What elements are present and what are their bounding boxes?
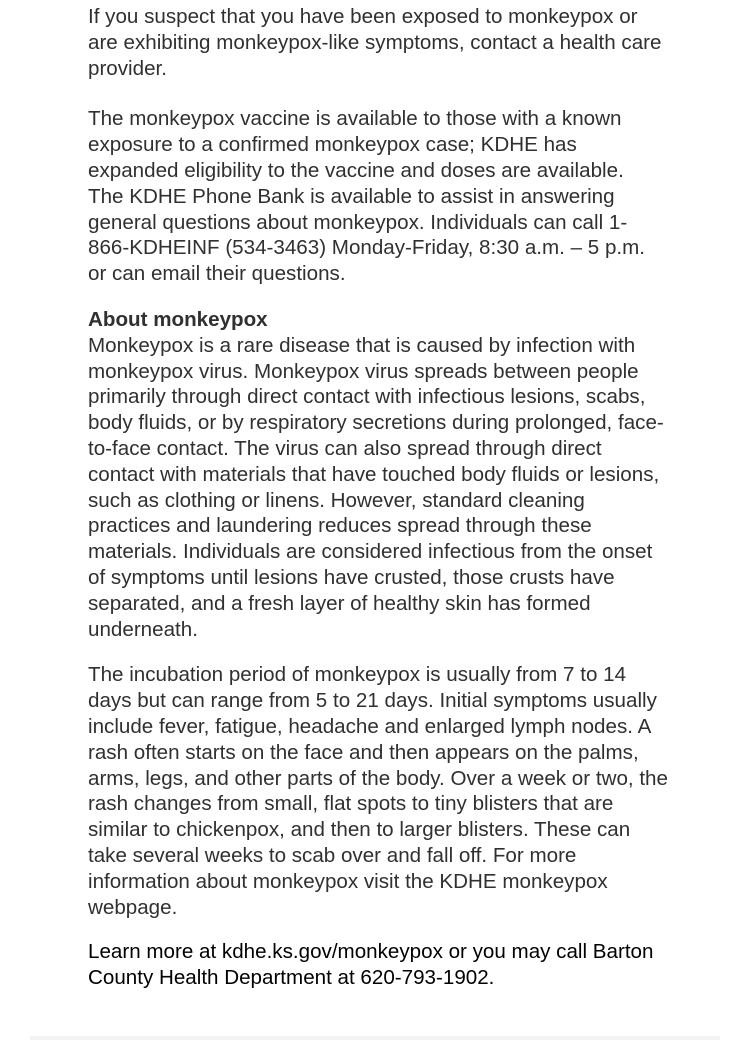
phone-bank-paragraph: The KDHE Phone Bank is available to assist in answering general questions about monkeypox. Individuals can call 1-866-KDHEINF (534-3463) Monday-Friday, 8:30 a.m. – 5 p.m. or can email their questions. [88, 184, 646, 286]
vaccine-paragraph: The monkeypox vaccine is available to those with a known exposure to a confirmed monkeypox case; KDHE has expanded eligibility to the vaccine and doses are available. [88, 107, 624, 182]
bottom-divider [30, 1036, 720, 1040]
exposure-paragraph: If you suspect that you have been exposed to monkeypox or are exhibiting monkeypox-like symptoms, contact a health care provider. [88, 5, 662, 80]
incubation-paragraph: The incubation period of monkeypox is usually from 7 to 14 days but can range from 5 to 21 days. Initial symptoms usually include fever, fatigue, headache and enlarged lymph nodes. A rash often starts on the face and then appears on the palms, arms, legs, and other parts of the body. Over a week or two, the rash changes from small, flat spots to tiny blisters that are similar to chickenpox, and then to larger blisters. These can take several weeks to scab over and fall off. For more information about monkeypox visit the KDHE monkeypox webpage. [88, 663, 668, 919]
learn-more-paragraph: Learn more at kdhe.ks.gov/monkeypox or you may call Barton County Health Department at 620-793-1902. [88, 940, 654, 990]
article-body [88, 4, 668, 991]
about-paragraph: Monkeypox is a rare disease that is caused by infection with monkeypox virus. Monkeypox virus spreads between people primarily through direct contact with infectious lesions, scabs, body fluids, or by respiratory secretions during prolonged, face-to-face contact. The virus can also spread through direct contact with materials that have touched body fluids or lesions, such as clothing or linens. However, standard cleaning practices and laundering reduces spread through these materials. Individuals are considered infectious from the onset of symptoms until lesions have crusted, those crusts have separated, and a fresh layer of healthy skin has formed underneath. [88, 333, 664, 641]
about-heading: About monkeypox [88, 307, 268, 331]
